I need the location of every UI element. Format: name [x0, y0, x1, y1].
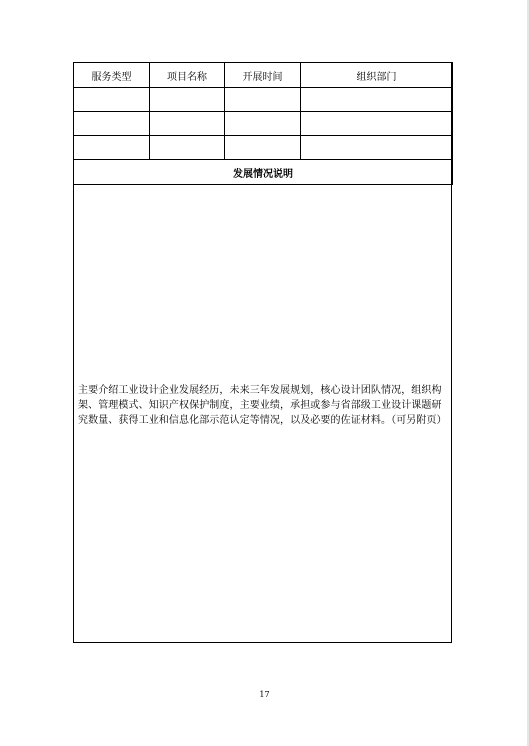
table-cell[interactable]: [150, 112, 225, 136]
table-cell[interactable]: [74, 136, 150, 160]
page-number: 17: [259, 690, 270, 699]
section-description: 主要介绍工业设计企业发展经历，未来三年发展规划，核心设计团队情况，组织构架、管理模式、知识产权保护制度，主要业绩，承担或参与省部级工业设计课题研究数量、获得工业和信息化部示范认定等情况，以及必要的佐证材料。（可另附页）: [78, 385, 447, 426]
table-cell[interactable]: [150, 136, 225, 160]
table-cell[interactable]: [74, 88, 150, 112]
section-title-row: [74, 160, 453, 185]
table-cell[interactable]: [225, 112, 301, 136]
table-cell[interactable]: [301, 88, 453, 112]
table-row: [74, 88, 453, 112]
table-cell[interactable]: [301, 112, 453, 136]
table-cell[interactable]: [225, 88, 301, 112]
table-header-row: [74, 63, 453, 88]
header-time: 开展时间: [225, 63, 301, 88]
table-row: [74, 112, 453, 136]
header-organizer: 组织部门: [301, 63, 453, 88]
table-row: [74, 136, 453, 160]
service-table: [73, 62, 453, 185]
table-cell[interactable]: [301, 136, 453, 160]
header-project-name: 项目名称: [150, 63, 225, 88]
table-cell[interactable]: [225, 136, 301, 160]
section-title: 发展情况说明: [74, 160, 453, 185]
table-cell[interactable]: [150, 88, 225, 112]
header-service-type: 服务类型: [74, 63, 150, 88]
table-cell[interactable]: [74, 112, 150, 136]
